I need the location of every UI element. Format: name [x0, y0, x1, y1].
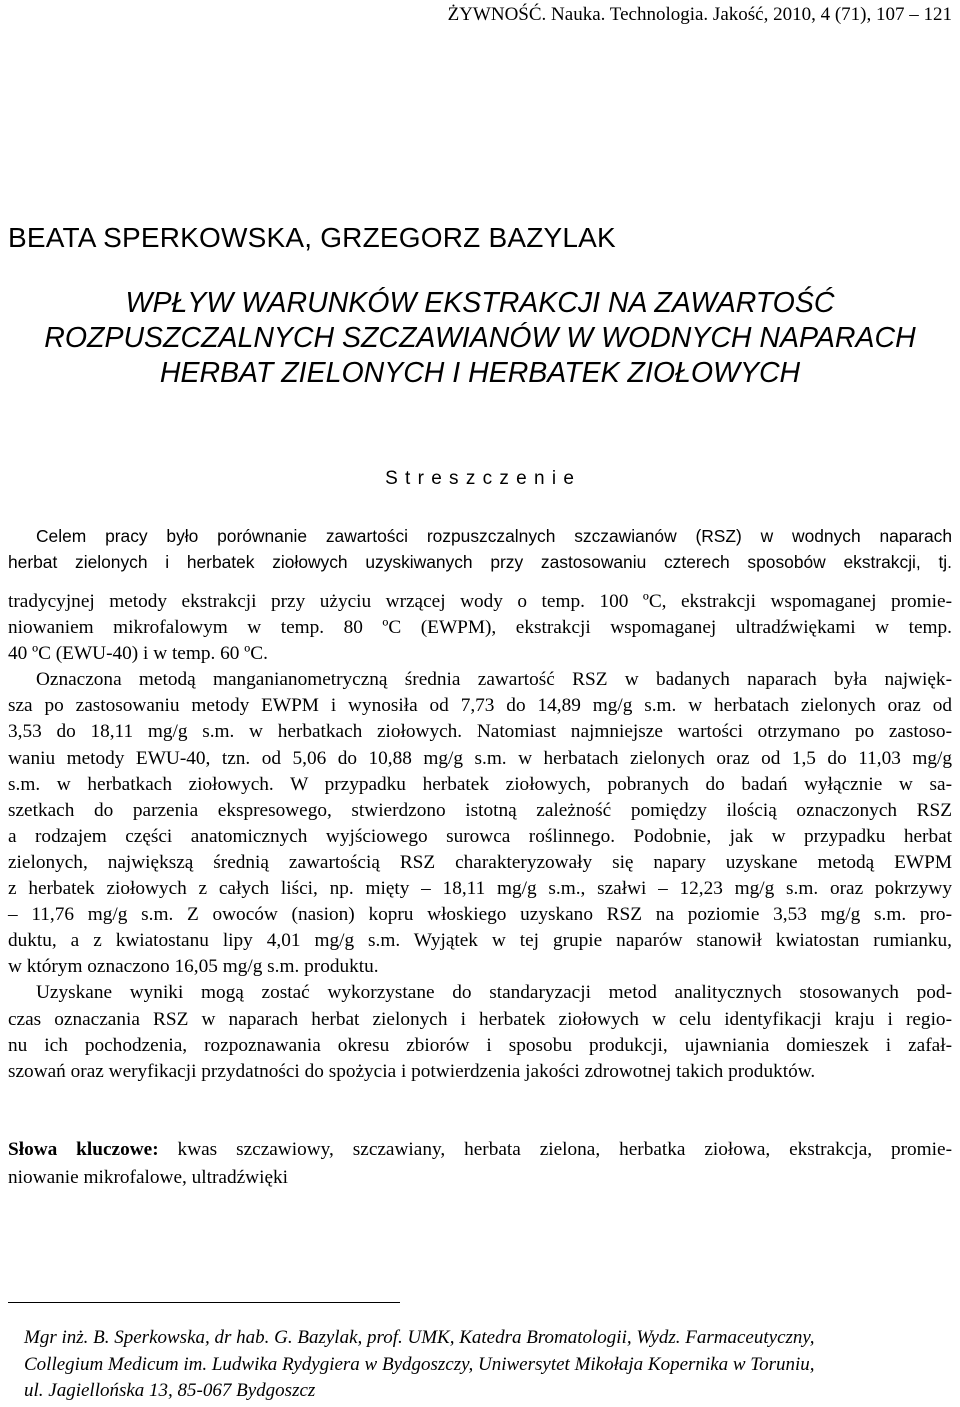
abstract-line: 3,53 do 18,11 mg/g s.m. w herbatkach ziołowych. Natomiast najmniejsze wartości otrzymano po zastoso- — [8, 721, 952, 743]
abstract-body — [8, 589, 952, 1085]
keywords — [8, 1136, 952, 1192]
running-head: ŻYWNOŚĆ. Nauka. Technologia. Jakość, 2010, 4 (71), 107 – 121 — [447, 4, 952, 25]
abstract-line: nu ich pochodzenia, rozpoznawania okresu zbiorów i sposobu produkcji, ujawniania domieszek i zafał- — [8, 1034, 952, 1056]
abstract-line: w którym oznaczono 16,05 mg/g s.m. produktu. — [8, 956, 379, 978]
abstract-line: waniu metody EWU-40, tzn. od 5,06 do 10,88 mg/g s.m. w herbatach zielonych oraz od 1,5 do 11,03 mg/g — [8, 747, 952, 769]
abstract-line: sza po zastosowaniu metody EWPM i wynosiła od 7,73 do 14,89 mg/g s.m. w herbatach zielonych oraz od — [8, 695, 952, 717]
author-affiliation-footnote — [24, 1325, 954, 1405]
keywords-line: niowanie mikrofalowe, ultradźwięki — [8, 1167, 289, 1188]
title-line: HERBAT ZIELONYCH I HERBATEK ZIOŁOWYCH — [159, 357, 801, 389]
abstract-line: szowań oraz weryfikacji przydatności do spożycia i potwierdzenia jakości zdrowotnej takich produktów. — [8, 1060, 816, 1082]
footnote-line: Collegium Medicum im. Ludwika Rydygiera w Bydgoszczy, Uniwersytet Mikołaja Kopernika w Toruniu, — [24, 1353, 815, 1375]
abstract-heading: S t r e s z c z e n i e — [385, 468, 575, 489]
title-line: ROZPUSZCZALNYCH SZCZAWIANÓW W WODNYCH NAPARACH — [44, 322, 916, 354]
abstract-line: zielonych, największą średnią zawartością RSZ charakteryzowały się napary uzyskane metodą EWPM — [8, 851, 952, 873]
abstract-line: czas oznaczania RSZ w naparach herbat zielonych i herbatek ziołowych w celu identyfikacji kraju i regio- — [8, 1008, 952, 1030]
abstract-line: – 11,76 mg/g s.m. Z owoców (nasion) kopru włoskiego uzyskano RSZ na poziomie 3,53 mg/g s.m. pro- — [8, 904, 952, 926]
keywords-line — [8, 1136, 952, 1164]
abstract-opening — [8, 523, 952, 575]
abstract-line: 40 ºC (EWU-40) i w temp. 60 ºC. — [8, 643, 268, 665]
abstract-line: z herbatek ziołowych z całych liści, np. mięty – 18,11 mg/g s.m., szałwi – 12,23 mg/g s.m. oraz pokrzywy — [8, 878, 952, 900]
footnote-line: Mgr inż. B. Sperkowska, dr hab. G. Bazylak, prof. UMK, Katedra Bromatologii, Wydz. Farmaceutyczny, — [24, 1327, 815, 1348]
keywords-text: kwas szczawiowy, szczawiany, herbata zielona, herbatka ziołowa, ekstrakcja, promie- — [158, 1139, 952, 1160]
abstract-line: a rodzajem części anatomicznych wyjściowego surowca roślinnego. Podobnie, jak w przypadku herbat — [8, 825, 952, 847]
footnote-line: ul. Jagiellońska 13, 85-067 Bydgoszcz — [24, 1380, 316, 1401]
title-line: WPŁYW WARUNKÓW EKSTRAKCJI NA ZAWARTOŚĆ — [125, 287, 835, 319]
abstract-line: s.m. w herbatkach ziołowych. W przypadku herbatek ziołowych, pobranych do badań wyłącznie w sa- — [8, 773, 952, 795]
abstract-line: szetkach do parzenia ekspresowego, stwierdzono istotną zależność pomiędzy ilością oznaczonych RSZ — [8, 799, 952, 821]
keywords-label: Słowa kluczowe: — [8, 1139, 159, 1160]
footnote-divider — [8, 1302, 400, 1303]
abstract-line: tradycyjnej metody ekstrakcji przy użyciu wrzącej wody o temp. 100 ºC, ekstrakcji wspomaganej promie- — [8, 591, 952, 612]
abstract-line: herbat zielonych i herbatek ziołowych uzyskiwanych przy zastosowaniu czterech sposobów ekstrakcji, tj. — [8, 552, 952, 572]
article-title — [8, 286, 952, 391]
abstract-line: niowaniem mikrofalowym w temp. 80 ºC (EWPM), ekstrakcji wspomaganej ultradźwiękami w temp. — [8, 617, 952, 639]
abstract-line: Uzyskane wyniki mogą zostać wykorzystane do standaryzacji metod analitycznych stosowanych pod- — [36, 982, 952, 1004]
abstract-line: Oznaczona metodą manganianometryczną średnia zawartość RSZ w badanych naparach była najwięk- — [36, 669, 952, 691]
abstract-line: Celem pracy było porównanie zawartości rozpuszczalnych szczawianów (RSZ) w wodnych naparach — [36, 526, 952, 546]
authors: BEATA SPERKOWSKA, GRZEGORZ BAZYLAK — [8, 222, 616, 253]
abstract-line: duktu, a z kwiatostanu lipy 4,01 mg/g s.m. Wyjątek w tej grupie naparów stanowił kwiatostan rumianku, — [8, 930, 952, 952]
